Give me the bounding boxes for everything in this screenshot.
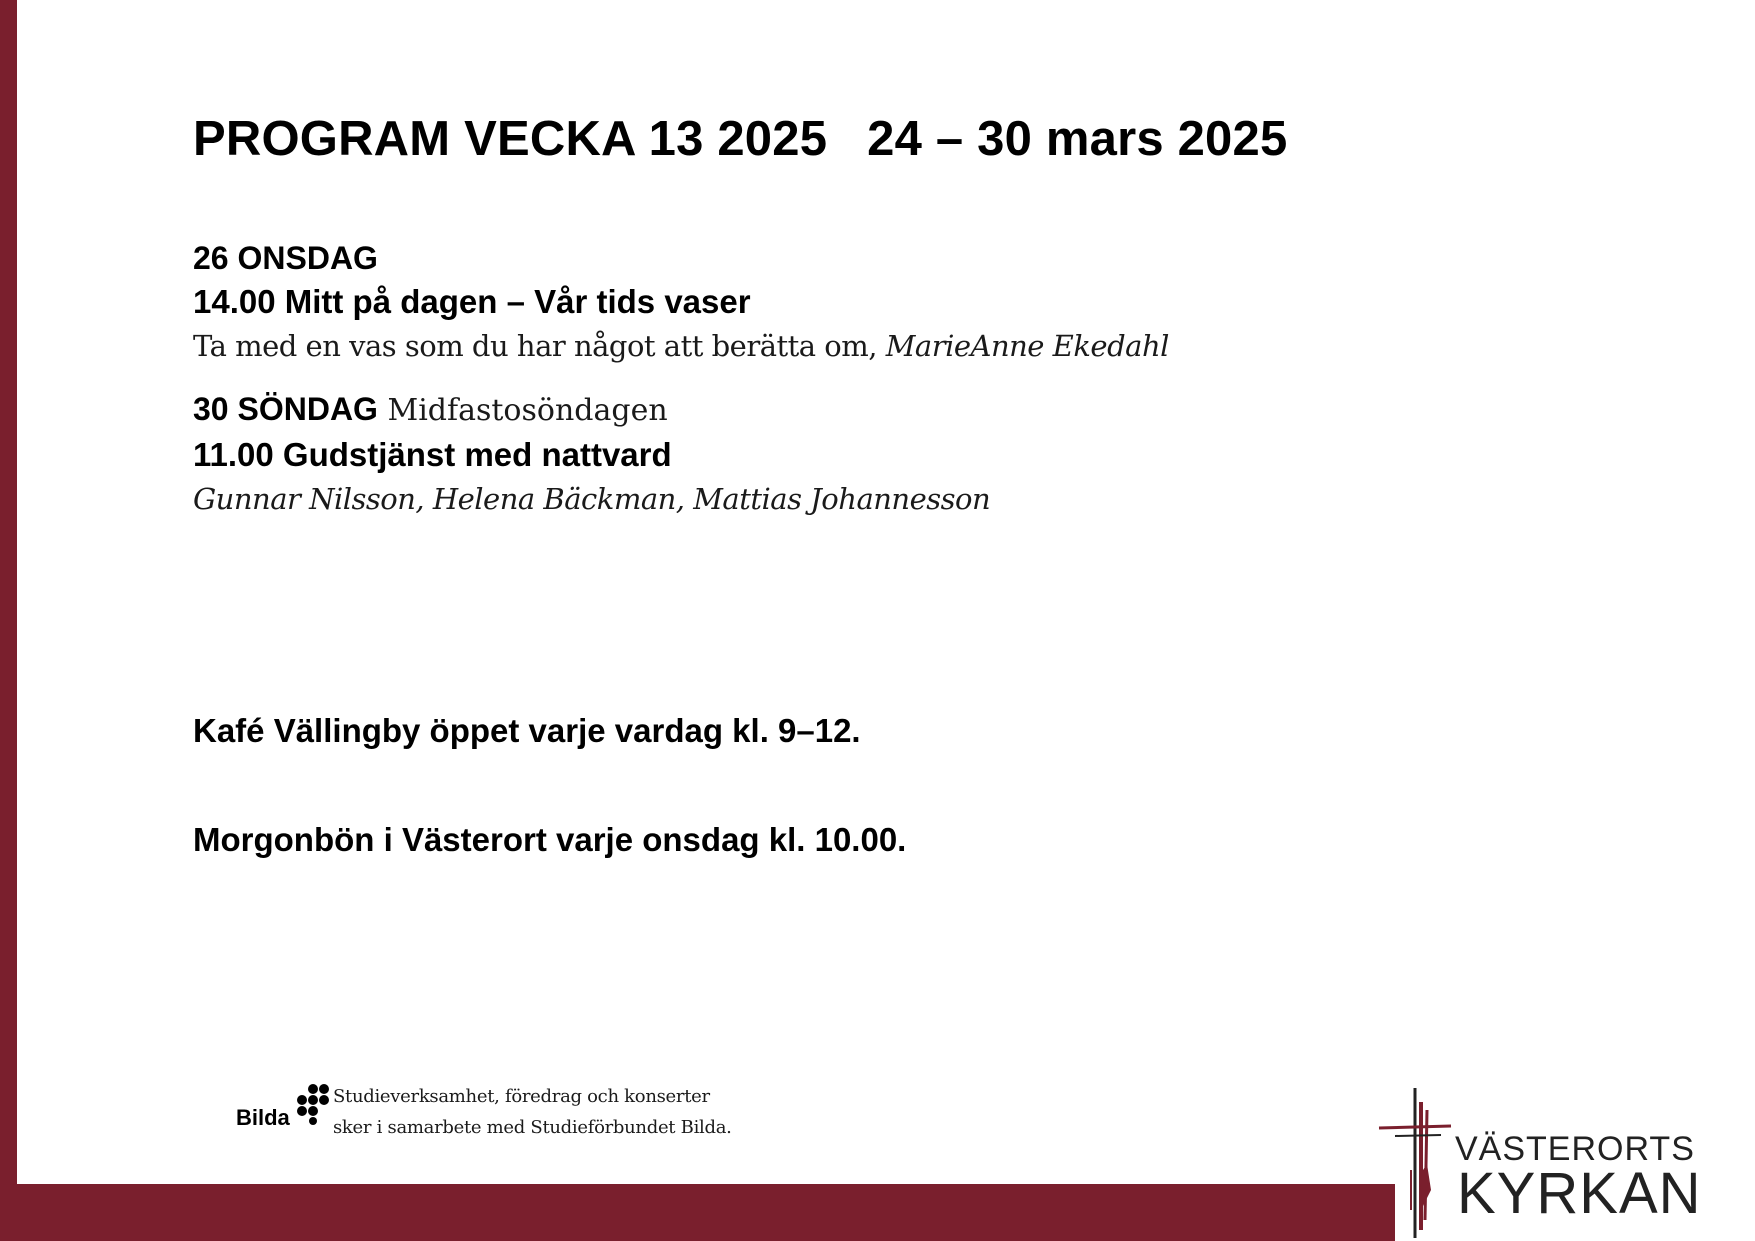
event-block	[193, 236, 1169, 369]
event-title: 14.00 Mitt på dagen – Vår tids vaser	[193, 283, 751, 320]
event-title: 11.00 Gudstjänst med nattvard	[193, 436, 672, 473]
cross-icon	[1375, 1080, 1465, 1240]
event-description	[193, 477, 990, 522]
bilda-logo	[233, 1083, 333, 1133]
page-title	[193, 111, 1287, 167]
title-week: PROGRAM VECKA 13 2025	[193, 112, 828, 166]
bottom-accent-bar	[0, 1184, 1395, 1241]
day-heading	[193, 387, 990, 433]
logo-text-line-2: KYRKAN	[1457, 1161, 1702, 1226]
day-heading	[193, 236, 1169, 280]
day-label: 26 ONSDAG	[193, 240, 378, 276]
event-block	[193, 387, 990, 522]
event-people: MarieAnne Ekedahl	[885, 329, 1169, 363]
event-people: Gunnar Nilsson, Helena Bäckman, Mattias Johannesson	[193, 482, 991, 516]
logo-text-line-1: VÄSTERORTS	[1455, 1130, 1695, 1168]
bilda-dots-icon	[291, 1083, 335, 1127]
footer-line-2: sker i samarbete med Studieförbundet Bilda.	[333, 1117, 732, 1138]
day-label: 30 SÖNDAG	[193, 391, 378, 427]
description-text: Ta med en vas som du har något att berätta om,	[193, 329, 886, 363]
day-suffix: Midfastosöndagen	[377, 393, 668, 428]
cafe-note: Kafé Vällingby öppet varje vardag kl. 9–12.	[193, 712, 861, 749]
footer-note	[333, 1081, 732, 1143]
vasterorts-kyrkan-logo	[1375, 1080, 1705, 1240]
footer-line-1: Studieverksamhet, föredrag och konserter	[333, 1086, 710, 1107]
bilda-logo-text: Bilda	[236, 1105, 290, 1130]
title-dates: 24 – 30 mars 2025	[867, 112, 1288, 166]
morning-prayer-note: Morgonbön i Västerort varje onsdag kl. 10.00.	[193, 821, 907, 858]
left-accent-bar	[0, 0, 17, 1241]
event-description	[193, 324, 1169, 369]
